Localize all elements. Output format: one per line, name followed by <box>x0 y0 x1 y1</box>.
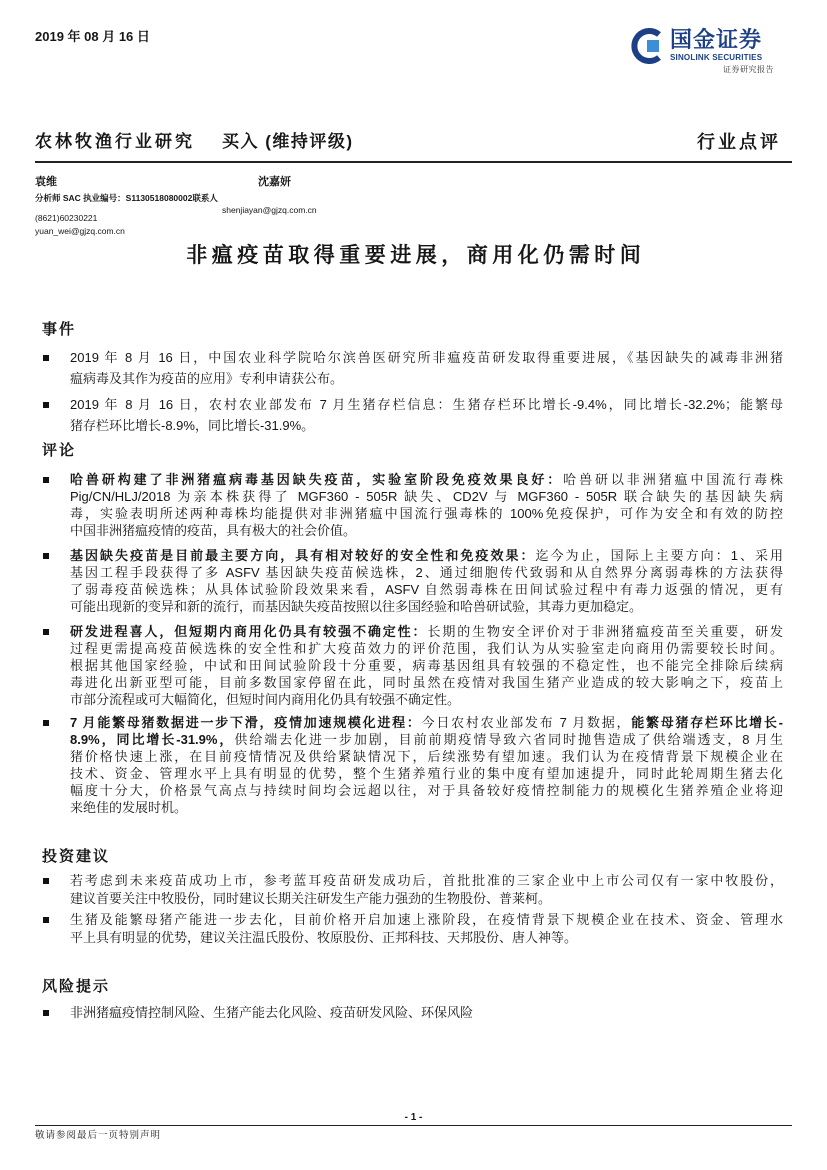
text-line <box>70 657 783 674</box>
text-line <box>70 872 783 890</box>
text-line <box>70 471 783 488</box>
page-number: - 1 - <box>404 1112 423 1123</box>
text-line <box>70 782 783 799</box>
bold-lead: 研发进程喜人，但短期内商用化仍具有较强不确定性： <box>70 624 428 639</box>
text-run: 了弱毒疫苗候选株；从具体试验阶段效果来看，ASFV 自然弱毒株在田间试验过程中有毒力返强的情况，更有 <box>70 582 783 597</box>
bold-lead: 7 月能繁母猪数据进一步下滑，疫情加速规模化进程： <box>70 715 422 730</box>
contact-role: 联系人 <box>192 193 218 203</box>
rating-label: 买入 (维持评级) <box>222 132 354 151</box>
text-run: 市部分流程或可大幅简化，但短时间内商用化仍具有较强不确定性。 <box>70 692 461 707</box>
title-bar-divider <box>35 161 792 163</box>
section-heading-comments: 评论 <box>42 442 77 459</box>
text-run: 哈兽研以非洲猪瘟中国流行毒株 <box>563 472 783 487</box>
text-line <box>70 1004 783 1022</box>
text-line <box>70 911 783 929</box>
footer-divider <box>35 1125 792 1126</box>
report-type-label: 行业点评 <box>697 132 781 152</box>
text-run: 瘟病毒及其作为疫苗的应用》专利申请获公布。 <box>70 371 344 386</box>
text-line <box>70 394 783 415</box>
text-run: 生猪及能繁母猪产能进一步去化，目前价格开启加速上涨阶段，在疫情背景下规模企业在技术、资金、管理水 <box>70 912 783 927</box>
sinolink-logo-icon <box>628 26 668 66</box>
comments-item <box>70 471 783 539</box>
text-line <box>70 347 783 368</box>
text-run: 若考虑到未来疫苗成功上市，参考蓝耳疫苗研发成功后，首批批准的三家企业中上市公司仅有一家中牧股份， <box>70 873 783 888</box>
analyst-name: 袁维 <box>35 176 57 188</box>
text-run: Pig/CN/HLJ/2018 为亲本株获得了 MGF360 - 505R 缺失、CD2V 与 MGF360 - 505R 联合缺失的基因缺失病 <box>70 489 783 504</box>
text-run: 今日农村农业部发布 7 月数据， <box>421 715 632 730</box>
text-line <box>70 765 783 782</box>
footer-disclaimer: 敬请参阅最后一页特别声明 <box>35 1130 162 1141</box>
text-line <box>70 488 783 505</box>
text-run: 过程更需提高疫苗候选株的安全性和扩大疫苗效力的评价范围，我们认为从实验室走向商用仍需要较长时间。 <box>70 641 783 656</box>
text-run: 技术、资金、管理水平上具有明显的优势，整个生猪养殖行业的集中度有望加速提升，同时此轮周期生猪去化 <box>70 766 783 781</box>
bold-lead: 哈兽研构建了非洲猪瘟病毒基因缺失疫苗，实验室阶段免疫效果良好： <box>70 472 564 487</box>
text-run: 中国非洲猪瘟疫情的疫苗，具有极大的社会价值。 <box>70 523 357 538</box>
text-line <box>70 505 783 522</box>
analyst-phone: (8621)60230221 <box>35 213 98 223</box>
bullet-square <box>43 402 49 408</box>
analyst-credential: 分析师 SAC 执业编号：S1130518080002 <box>35 193 193 203</box>
text-run: 2019 年 8 月 16 日，农村农业部发布 7 月生猪存栏信息：生猪存栏环比增长-9.4%，同比增长-32.2%；能繁母 <box>70 397 783 412</box>
text-line <box>70 564 783 581</box>
logo-english-name: SINOLINK SECURITIES <box>670 53 763 62</box>
text-line <box>70 623 783 640</box>
report-title: 非瘟疫苗取得重要进展，商用化仍需时间 <box>186 244 646 267</box>
text-run: 2019 年 8 月 16 日，中国农业科学院哈尔滨兽医研究所非瘟疫苗研发取得重要进展，《基因缺失的减毒非洲猪 <box>70 350 783 365</box>
bullet-square <box>43 553 49 559</box>
text-run: 平上具有明显的优势，建议关注温氏股份、牧原股份、正邦科技、天邦股份、唐人神等。 <box>70 930 578 945</box>
text-run: 供给端去化进一步加剧，目前前期疫情导致六省同时抛售造成了供给端透支，8 月生 <box>234 732 784 747</box>
bold-highlight: 能繁母猪存栏环比增长- <box>631 715 783 730</box>
text-run: 幅度十分大，价格景气高点与持续时间均会远超以往，对于具备较好疫情控制能力的规模化生猪养殖企业将迎 <box>70 783 783 798</box>
contact-email: shenjiayan@gjzq.com.cn <box>222 205 317 215</box>
logo-square <box>647 40 659 52</box>
text-line <box>70 598 783 615</box>
text-run: 迄今为止，国际上主要方向：1、采用 <box>535 548 783 563</box>
bullet-square <box>43 1010 49 1016</box>
bold-lead: 基因缺失疫苗是目前最主要方向，具有相对较好的安全性和免疫效果： <box>70 548 536 563</box>
bullet-square <box>43 878 49 884</box>
text-line <box>70 522 783 539</box>
text-line <box>70 731 783 748</box>
analyst-email: yuan_wei@gjzq.com.cn <box>35 226 125 236</box>
text-run: 猪价格快速上涨，在目前疫情情况及供给紧缺情况下，后续涨势有望加速。我们认为在疫情背景下规模企业在 <box>70 749 783 764</box>
text-line <box>70 929 783 947</box>
text-line <box>70 640 783 657</box>
text-run: 毒进化出新亚型可能，目前多数国家停留在此，同时虽然在疫情对我国生猪产业造成的较大影响之下，疫苗上 <box>70 675 783 690</box>
analyst-credential-row <box>35 193 218 204</box>
bold-highlight: 8.9%，同比增长-31.9%， <box>70 732 235 747</box>
text-run: 根据其他国家经验，中试和田间试验阶段十分重要，病毒基因组具有较强的不稳定性，也不能完全排除后续病 <box>70 658 783 673</box>
text-run: 长期的生物安全评价对于非洲猪瘟疫苗至关重要，研发 <box>427 624 783 639</box>
comments-item <box>70 714 783 816</box>
text-line <box>70 799 783 816</box>
text-run: 可能出现新的变异和新的流行，而基因缺失疫苗按照以往多国经验和哈兽研试验，其毒力更加稳定。 <box>70 599 643 614</box>
text-line <box>70 415 783 436</box>
text-run: 猪存栏环比增长-8.9%，同比增长-31.9%。 <box>70 418 315 433</box>
industry-label: 农林牧渔行业研究 <box>35 132 195 151</box>
text-line <box>70 581 783 598</box>
text-line <box>70 714 783 731</box>
text-line <box>70 674 783 691</box>
text-line <box>70 547 783 564</box>
bullet-square <box>43 720 49 726</box>
text-run: 来绝佳的发展时机。 <box>70 800 188 815</box>
text-line <box>70 748 783 765</box>
investment-item <box>70 872 783 908</box>
text-run: 非洲猪瘟疫情控制风险、生猪产能去化风险、疫苗研发风险、环保风险 <box>70 1005 474 1020</box>
comments-item <box>70 623 783 708</box>
risks-item <box>70 1004 783 1022</box>
comments-item <box>70 547 783 615</box>
text-run: 毒，实验表明所述两种毒株均能提供对非洲猪瘟中国流行强毒株的 100%免疫保护，可作为安全和有效的防控 <box>70 506 783 521</box>
text-run: 基因工程手段获得了多 ASFV 基因缺失疫苗候选株，2、通过细胞传代致弱和从自然界分离弱毒株的方法获得 <box>70 565 783 580</box>
section-heading-events: 事件 <box>42 321 77 338</box>
section-heading-investment: 投资建议 <box>42 848 111 865</box>
bullet-square <box>43 629 49 635</box>
bullet-square <box>43 355 49 361</box>
investment-item <box>70 911 783 947</box>
text-line <box>70 890 783 908</box>
text-line <box>70 368 783 389</box>
bullet-square <box>43 917 49 923</box>
section-heading-risks: 风险提示 <box>42 978 111 995</box>
events-item <box>70 394 783 436</box>
report-date: 2019 年 08 月 16 日 <box>35 29 150 44</box>
logo-name: 国金证券 <box>670 27 763 52</box>
contact-name: 沈嘉妍 <box>258 176 291 188</box>
bullet-square <box>43 477 49 483</box>
text-line <box>70 691 783 708</box>
logo-tagline: 证券研究报告 <box>723 65 774 74</box>
events-item <box>70 347 783 389</box>
text-run: 建议首要关注中牧股份，同时建议长期关注研发生产能力强劲的生物股份、普莱柯。 <box>70 891 552 906</box>
